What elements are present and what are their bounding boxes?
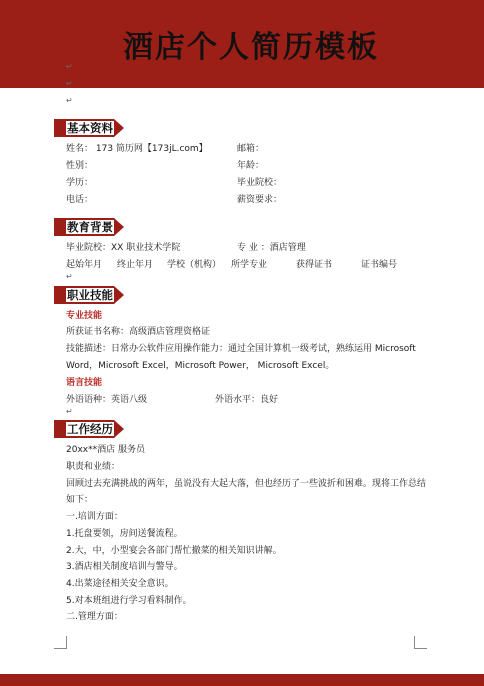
edu-header-cert: 获得证书 — [296, 260, 333, 270]
work-item: 5.对本班组进行学习看料制作。 — [66, 596, 192, 606]
work-item: 2.大，中，小型宴会各部门帮忙撤菜的相关知识讲解。 — [66, 546, 282, 556]
skills-lang-level: 外语水平：良好 — [215, 395, 279, 405]
edu-major: 专 业 ：酒店管理 — [237, 243, 306, 253]
edu-header-certno: 证书编号 — [361, 260, 398, 270]
paragraph-mark: ↵ — [66, 79, 73, 88]
footer-bar — [0, 674, 484, 686]
basic-degree: 学历： — [66, 178, 94, 188]
work-duties: 职责和业绩： — [66, 462, 121, 472]
work-job: 20xx**酒店 服务员 — [66, 445, 145, 455]
skills-lang-title: 语言技能 — [66, 378, 103, 388]
basic-salary: 薪资要求： — [237, 195, 283, 205]
paragraph-mark: ↵ — [66, 407, 73, 416]
section-title-work: 工作经历 — [67, 422, 113, 436]
section-title-skills: 职业技能 — [67, 288, 113, 302]
section-title-basic: 基本资料 — [67, 121, 113, 135]
work-item: 1.托盘要领，房间送餐流程。 — [66, 529, 183, 539]
page-corner-mark — [54, 636, 67, 649]
edu-school: 毕业院校：XX 职业技术学院 — [66, 243, 181, 253]
paragraph-mark: ↵ — [66, 96, 73, 105]
skills-lang-kind: 外语语种：英语八级 — [66, 395, 148, 405]
basic-gender: 性别： — [66, 161, 94, 171]
work-management: 二.管理方面： — [66, 612, 123, 622]
skills-desc-line1: 技能描述：日常办公软件应用操作能力：通过全国计算机一级考试，熟练运用 Microsoft — [66, 344, 416, 354]
work-item: 3.酒店相关制度培训与警导。 — [66, 562, 183, 572]
work-training: 一.培训方面： — [66, 512, 123, 522]
skills-desc-line2: Word，Microsoft Excel，Microsoft Power， Microsoft Excel。 — [66, 361, 335, 371]
work-summary-line2: 如下： — [66, 495, 94, 505]
section-title-education: 教育背景 — [67, 220, 113, 234]
page-corner-mark — [414, 636, 427, 649]
basic-email: 邮箱： — [237, 144, 265, 154]
basic-name: 姓名： 173 简历网【173jL.com】 — [66, 144, 208, 154]
basic-age: 年龄： — [237, 161, 265, 171]
paragraph-mark: ↵ — [66, 62, 73, 71]
edu-header-major: 所学专业 — [231, 260, 268, 270]
edu-header-school: 学校（机构） — [167, 260, 222, 270]
edu-header-start: 起始年月 — [66, 260, 103, 270]
page-title: 酒店个人简历模板 — [123, 30, 379, 65]
work-item: 4.出菜途径相关安全意识。 — [66, 579, 174, 589]
paragraph-mark: ↵ — [66, 272, 73, 281]
basic-school: 毕业院校： — [237, 178, 283, 188]
skills-pro-title: 专业技能 — [66, 311, 103, 321]
edu-header-end: 终止年月 — [117, 260, 154, 270]
work-summary-line1: 回顾过去充满挑战的两年，虽说没有大起大落，但也经历了一些波折和困难。现将工作总结 — [66, 479, 427, 489]
skills-cert: 所获证书名称：高级酒店管理资格证 — [66, 327, 211, 337]
basic-phone: 电话： — [66, 195, 94, 205]
